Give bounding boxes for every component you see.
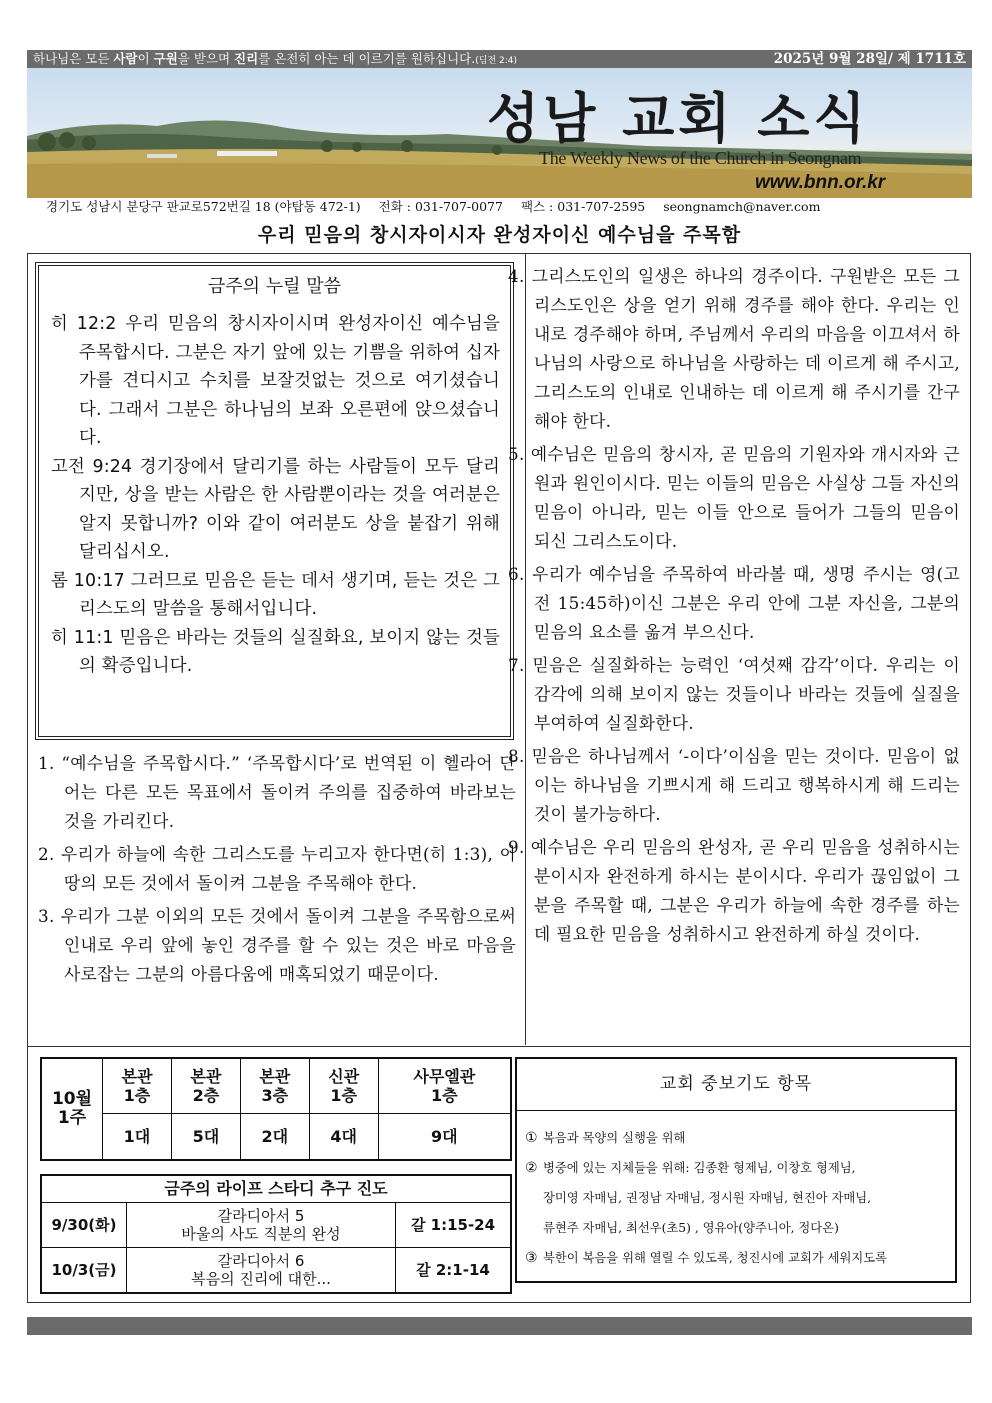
floor-value: 2대 xyxy=(240,1114,309,1161)
point-item: 5. 예수님은 믿음의 창시자, 곧 믿음의 기원자와 개시자와 근원과 원인이시다. 믿는 이들의 믿음은 사실상 그들 자신의 믿음이 아니라, 믿는 이들 안으로 들어가 그들의 믿음이 되신 그리스도이다. xyxy=(508,444,960,551)
floor-value: 5대 xyxy=(171,1114,240,1161)
prayer-item: ① 복음과 목양의 실행을 위해 xyxy=(525,1130,686,1146)
point-item: 4. 그리스도인의 일생은 하나의 경주이다. 구원받은 모든 그리스도인은 상을 얻기 위해 경주를 해야 한다. 우리는 인내로 경주해야 하며, 주님께서 우리의 마음을 이끄셔서 하나님의 사랑으로 하나님을 사랑하는 데 이르게 해 주시고, 그리스도의 인내로 인내하는 데 이르게 해 주시기를 간구해야 한다. xyxy=(508,266,960,431)
headline: 우리 믿음의 창시자이시자 완성자이신 예수님을 주목함 xyxy=(257,224,742,246)
floor-value: 4대 xyxy=(309,1114,378,1161)
address: 경기도 성남시 분당구 판교로572번길 18 (야탑동 472-1) xyxy=(46,199,361,214)
point-item: 2. 우리가 하늘에 속한 그리스도를 누리고자 한다면(히 1:3), 이 땅의 모든 것에서 돌이켜 그분을 주목해야 한다. xyxy=(38,844,516,893)
prayer-item: ③ 북한이 복음을 위해 열릴 수 있도록, 청진시에 교회가 세워지도록 xyxy=(525,1250,888,1266)
masthead-title: 성남 교회 소식 xyxy=(487,87,870,150)
life-study-table xyxy=(40,1174,512,1294)
prayer-title: 교회 중보기도 항목 xyxy=(517,1059,955,1111)
floor-header: 본관 1층 xyxy=(103,1058,172,1114)
masthead-banner xyxy=(27,68,972,198)
issue-date: 2025년 9월 28일/ 제 1711호 xyxy=(773,51,966,67)
verse-item: 롬 10:17 그러므로 믿음은 듣는 데서 생기며, 듣는 것은 그리스도의 말씀을 통해서입니다. xyxy=(51,570,500,619)
main-content xyxy=(27,253,971,1303)
study-date: 10/3(금) xyxy=(41,1248,127,1294)
study-book: 갈라디아서 5 바울의 사도 직분의 완성 xyxy=(127,1203,396,1248)
verse-item: 히 11:1 믿음은 바라는 것들의 실질화요, 보이지 않는 것들의 확증입니다. xyxy=(51,627,500,676)
floor-schedule-table xyxy=(40,1057,512,1161)
verse-item: 고전 9:24 경기장에서 달리기를 하는 사람들이 모두 달리지만, 상을 받는 사람은 한 사람뿐이라는 것을 여러분은 알지 못합니까? 이와 같이 여러분도 상을 붙잡기 위해 달리십시오. xyxy=(51,456,500,562)
floor-value: 1대 xyxy=(103,1114,172,1161)
study-book: 갈라디아서 6 복음의 진리에 대한... xyxy=(127,1248,396,1294)
point-item: 3. 우리가 그분 이외의 모든 것에서 돌이켜 그분을 주목함으로써 인내로 우리 앞에 놓인 경주를 할 수 있는 것은 바로 마음을 사로잡는 그분의 아름다움에 매혹되었기 때문이다. xyxy=(38,906,516,984)
prayer-box xyxy=(515,1057,957,1283)
prayer-list xyxy=(525,1123,949,1273)
masthead-subtitle: The Weekly News of the Church in Seongnam xyxy=(539,148,862,168)
section-divider xyxy=(28,1046,970,1047)
top-verse-bar xyxy=(27,50,972,68)
study-ref: 갈 2:1-14 xyxy=(396,1248,512,1294)
points-right-column xyxy=(508,262,960,953)
point-item: 6. 우리가 예수님을 주목하여 바라볼 때, 생명 주시는 영(고전 15:45하)이신 그분은 우리 안에 그분 자신을, 그분의 믿음의 요소를 옮겨 부으신다. xyxy=(508,564,960,642)
study-ref: 갈 1:15-24 xyxy=(396,1203,512,1248)
verse-item: 히 12:2 우리 믿음의 창시자이시며 완성자이신 예수님을 주목합시다. 그분은 자기 앞에 있는 기쁨을 위하여 십자가를 견디시고 수치를 보잘것없는 것으로 여기셨습니다. 그래서 그분은 하나님의 보좌 오른편에 앉으셨습니다. xyxy=(51,314,500,448)
point-item: 7. 믿음은 실질화하는 능력인 ‘여섯째 감각’이다. 우리는 이 감각에 의해 보이지 않는 것들이나 바라는 것들에 실질을 부여하여 실질화한다. xyxy=(508,655,960,733)
floor-value: 9대 xyxy=(378,1114,511,1161)
floor-header: 신관 1층 xyxy=(309,1058,378,1114)
schedule-month: 10월 1주 xyxy=(41,1058,103,1160)
point-item: 8. 믿음은 하나님께서 ‘-이다’이심을 믿는 것이다. 믿음이 없이는 하나님을 기쁘시게 해 드리고 행복하시게 해 드리는 것이 불가능하다. xyxy=(508,746,960,824)
verses-list xyxy=(51,310,500,681)
phone: 전화 : 031-707-0077 xyxy=(378,199,503,214)
weekly-verses-box xyxy=(38,265,511,737)
study-title: 금주의 라이프 스타디 추구 진도 xyxy=(41,1175,511,1203)
verses-title: 금주의 누릴 말씀 xyxy=(207,276,342,297)
study-date: 9/30(화) xyxy=(41,1203,127,1248)
floor-header: 본관 3층 xyxy=(240,1058,309,1114)
footer-bar xyxy=(27,1317,972,1335)
contact-line xyxy=(46,198,966,216)
fax: 팩스 : 031-707-2595 xyxy=(520,199,646,214)
floor-header: 본관 2층 xyxy=(171,1058,240,1114)
points-left-column xyxy=(38,749,516,993)
header-verse: 하나님은 모든 사람이 구원을 받으며 진리를 온전히 아는 데 이르기를 원하십니다.(딤전 2:4) xyxy=(33,51,517,66)
website-link[interactable]: www.bnn.or.kr xyxy=(755,172,886,193)
point-item: 9. 예수님은 우리 믿음의 완성자, 곧 우리 믿음을 성취하시는 분이시자 완전하게 하시는 분이시다. 우리가 끊임없이 그분을 주목할 때, 그분은 우리가 하늘에 속한 경주를 하는 데 필요한 믿음을 성취하시고 완전하게 하실 것이다. xyxy=(508,837,960,944)
prayer-item: ② 병중에 있는 지체들을 위해: 김종환 형제님, 이창호 형제님, 장미영 자매님, 권정남 자매님, 정시원 자매님, 현진아 자매님, 류현주 자매님, 최선우(초5) , 영유아(양주니아, 정다온) xyxy=(525,1160,872,1235)
email[interactable]: seongnamch@naver.com xyxy=(663,199,821,214)
floor-header: 사무엘관 1층 xyxy=(378,1058,511,1114)
point-item: 1. “예수님을 주목합시다.” ‘주목합시다’로 번역된 이 헬라어 단어는 다른 모든 목표에서 돌이켜 주의를 집중하여 바라보는 것을 가리킨다. xyxy=(38,753,516,831)
